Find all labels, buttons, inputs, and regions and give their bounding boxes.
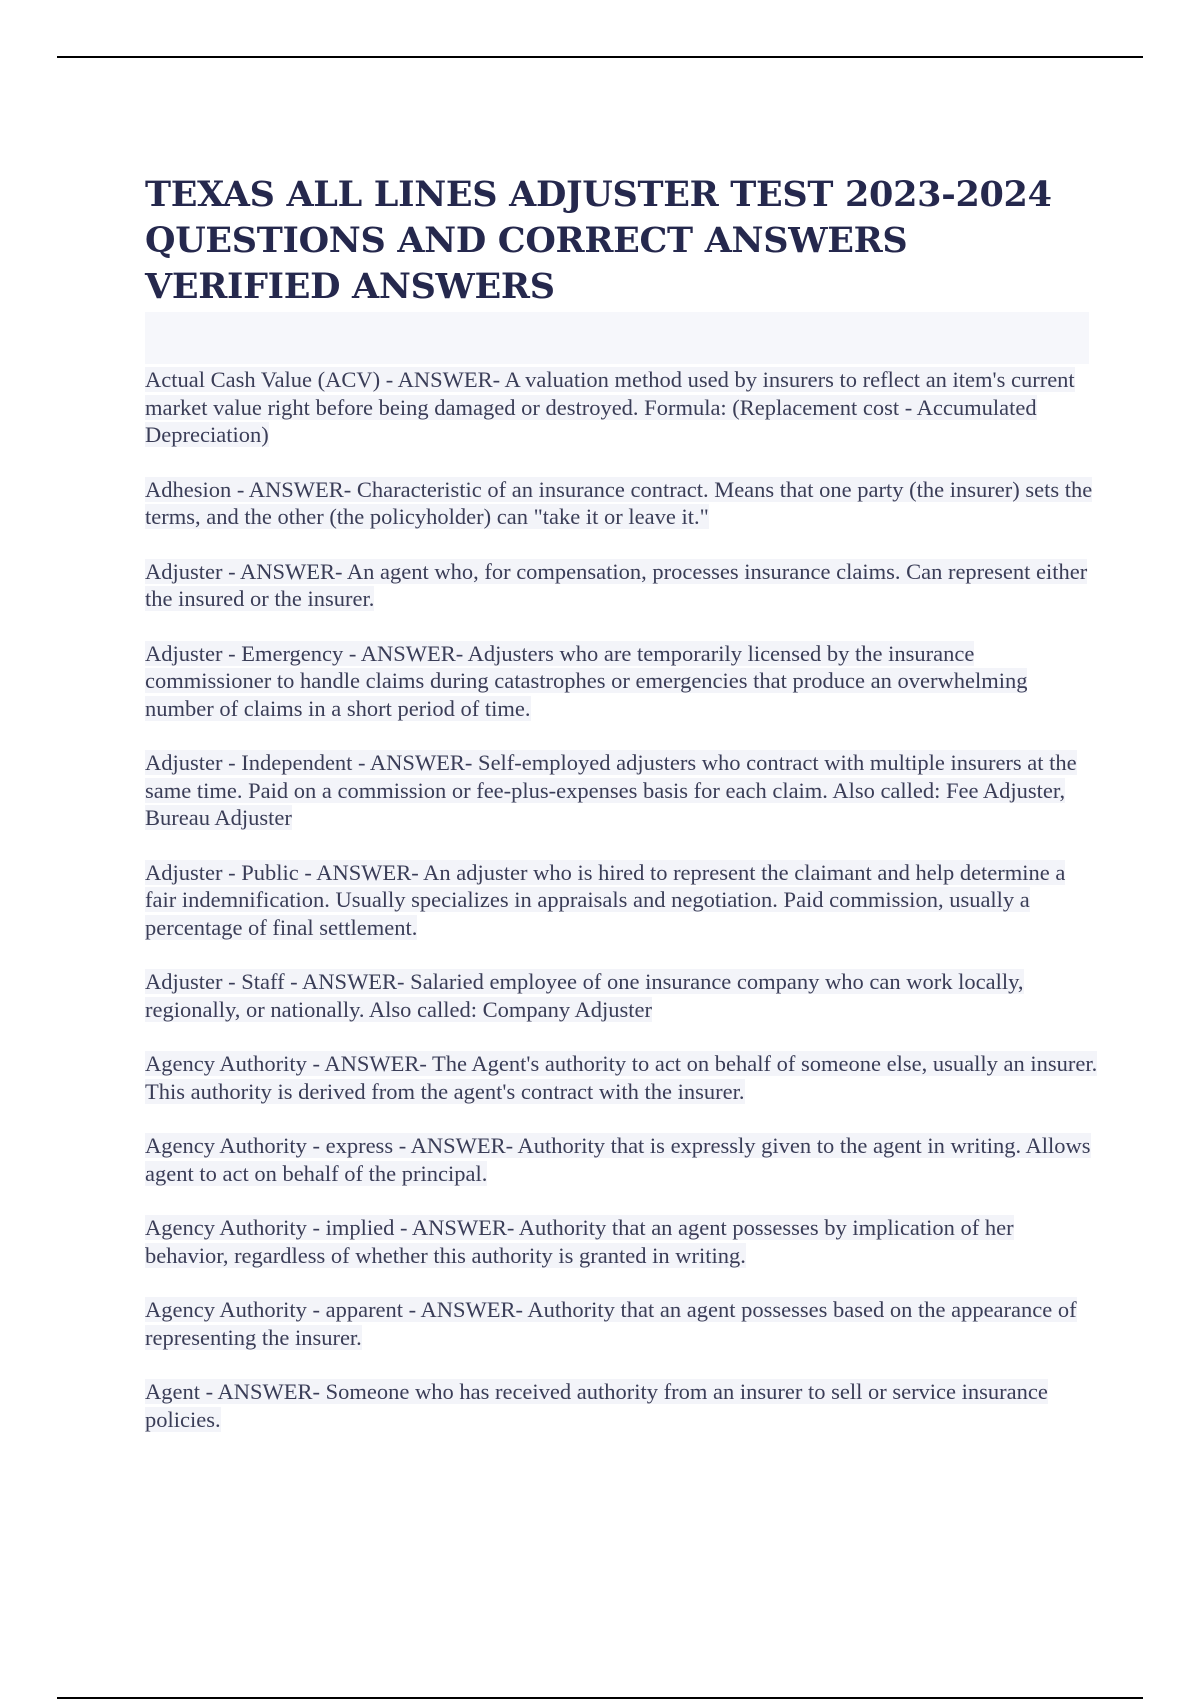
top-rule [57, 56, 1143, 58]
list-item [145, 1296, 1100, 1351]
entry-text: Agency Authority - ANSWER- The Agent's authority to act on behalf of someone else, usually an insurer. This authority is derived from the agent's contract with the insurer. [145, 1051, 1098, 1104]
entry-text: Agency Authority - express - ANSWER- Authority that is expressly given to the agent in writing. Allows agent to act on behalf of the principal. [145, 1133, 1091, 1186]
list-item [145, 749, 1100, 832]
entry-text: Adjuster - Independent - ANSWER- Self-employed adjusters who contract with multiple insurers at the same time. Paid on a commission or fee-plus-expenses basis for each claim. Also called: Fee Adjuster, Bureau Adjuster [145, 750, 1077, 830]
list-item [145, 640, 1100, 723]
entry-text: Agent - ANSWER- Someone who has received authority from an insurer to sell or service insurance policies. [145, 1379, 1048, 1432]
list-item [145, 1378, 1100, 1433]
list-item [145, 859, 1100, 942]
entry-text: Adjuster - Emergency - ANSWER- Adjusters who are temporarily licensed by the insurance commissioner to handle claims during catastrophes or emergencies that produce an overwhelming number of claims in a short period of time. [145, 640, 1028, 721]
entry-text: Agency Authority - implied - ANSWER- Authority that an agent possesses by implication of her behavior, regardless of whether this authority is granted in writing. [145, 1215, 1014, 1268]
entry-text: Adjuster - ANSWER- An agent who, for compensation, processes insurance claims. Can represent either the insured or the insurer. [145, 558, 1088, 611]
entry-text: Adjuster - Staff - ANSWER- Salaried employee of one insurance company who can work locally, regionally, or nationally. Also called: Company Adjuster [145, 969, 1024, 1022]
entry-text: Agency Authority - apparent - ANSWER- Authority that an agent possesses based on the appearance of representing the insurer. [145, 1297, 1077, 1350]
entry-text: Adjuster - Public - ANSWER- An adjuster who is hired to represent the claimant and help determine a fair indemnification. Usually specializes in appraisals and negotiation. Paid commission, usually a percentage of final settlement. [145, 859, 1066, 940]
title-highlight-band [145, 312, 1089, 364]
bottom-rule [57, 1697, 1143, 1699]
document-title: TEXAS ALL LINES ADJUSTER TEST 2023-2024 QUESTIONS AND CORRECT ANSWERS VERIFIED ANSWERS [145, 174, 1052, 307]
list-item [145, 558, 1100, 613]
list-item [145, 1132, 1100, 1187]
entry-text: Adhesion - ANSWER- Characteristic of an insurance contract. Means that one party (the insurer) sets the terms, and the other (the policyholder) can "take it or leave it." [145, 476, 1093, 529]
list-item [145, 968, 1100, 1023]
list-item [145, 366, 1100, 449]
list-item [145, 476, 1100, 531]
list-item [145, 1214, 1100, 1269]
list-item [145, 1050, 1100, 1105]
entry-text: Actual Cash Value (ACV) - ANSWER- A valuation method used by insurers to reflect an item's current market value right before being damaged or destroyed. Formula: (Replacement cost - Accumulated Depreciation) [145, 367, 1075, 447]
answer-list [145, 366, 1100, 1460]
